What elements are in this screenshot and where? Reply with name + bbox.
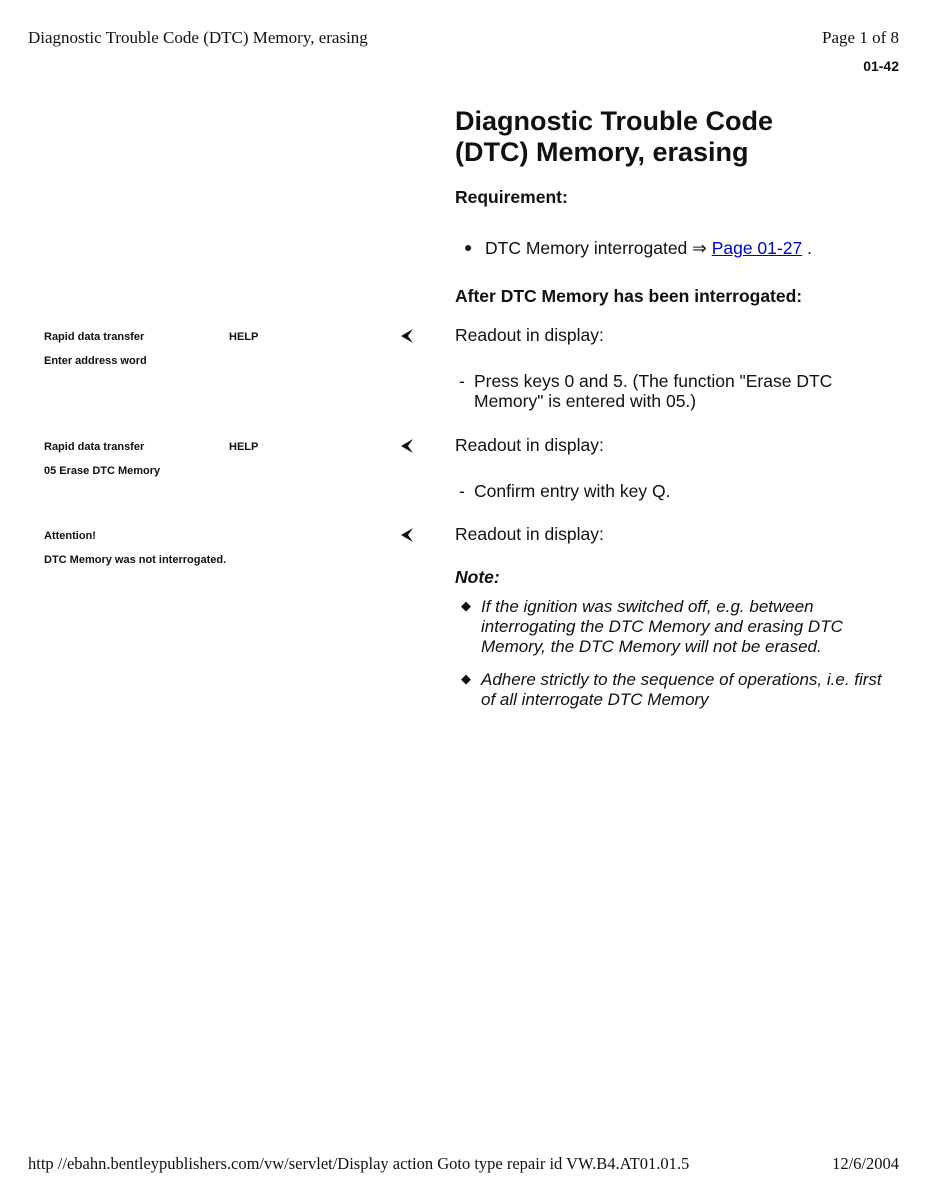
diamond-bullet-icon: ◆	[461, 598, 471, 613]
requirement-suffix: .	[807, 238, 812, 258]
footer-url: http //ebahn.bentleypublishers.com/vw/servlet/Display action Goto type repair id VW.B4.AT01.01.5	[28, 1154, 690, 1173]
display-1-line2: Enter address word	[44, 355, 147, 367]
requirement-item-text: DTC Memory interrogated ⇒	[485, 238, 707, 258]
footer-date: 12/6/2004	[832, 1154, 899, 1173]
note-item-1: If the ignition was switched off, e.g. between interrogating the DTC Memory and erasing DTC Memory, the DTC Memory will not be erased.	[481, 597, 843, 656]
document-header-title: Diagnostic Trouble Code (DTC) Memory, erasing	[28, 28, 368, 47]
page-title	[455, 106, 895, 168]
display-1-line1-left: Rapid data transfer	[44, 331, 145, 343]
document-footer	[28, 1154, 899, 1174]
bullet-dot-icon: ●	[464, 239, 473, 255]
display-3-line1: Attention!	[44, 530, 96, 542]
display-2-line1-left: Rapid data transfer	[44, 441, 145, 453]
section-code: 01-42	[863, 58, 899, 74]
note-label: Note:	[455, 567, 500, 587]
page-title-line1: Diagnostic Trouble Code	[455, 106, 774, 136]
after-interrogation-label: After DTC Memory has been interrogated:	[455, 286, 803, 306]
readout-2-label: Readout in display:	[455, 435, 604, 455]
arrow-left-icon	[398, 437, 416, 455]
note-item-2: Adhere strictly to the sequence of operations, i.e. first of all interrogate DTC Memory	[481, 670, 882, 709]
page-01-27-link[interactable]: Page 01-27	[711, 238, 803, 258]
page-indicator: Page 1 of 8	[822, 28, 899, 47]
display-2-line2: 05 Erase DTC Memory	[44, 465, 161, 477]
instruction-1: Press keys 0 and 5. (The function "Erase DTC Memory" is entered with 05.)	[474, 371, 833, 411]
display-1-line1-right: HELP	[229, 331, 259, 343]
arrow-left-icon	[398, 526, 416, 544]
readout-1-label: Readout in display:	[455, 325, 604, 345]
page-title-line2: (DTC) Memory, erasing	[455, 137, 749, 167]
dash-2: -	[459, 481, 465, 501]
diamond-bullet-icon: ◆	[461, 671, 471, 686]
display-3-line2: DTC Memory was not interrogated.	[44, 554, 227, 566]
requirement-label: Requirement:	[455, 187, 568, 207]
instruction-2: Confirm entry with key Q.	[474, 481, 671, 501]
display-2-line1-right: HELP	[229, 441, 259, 453]
requirement-item	[485, 238, 812, 259]
readout-3-label: Readout in display:	[455, 524, 604, 544]
dash-1: -	[459, 371, 465, 391]
arrow-left-icon	[398, 327, 416, 345]
